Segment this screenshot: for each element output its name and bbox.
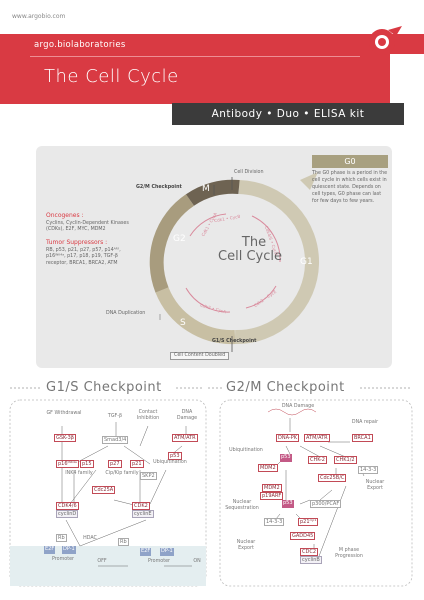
p19arf-node[interactable]: p19ARF xyxy=(262,493,282,499)
tgfb-label: TGF-β xyxy=(107,414,123,419)
mdm2-node-a[interactable]: MDM2 xyxy=(260,465,276,471)
skp2-node[interactable]: SKP2 xyxy=(142,473,155,479)
1433-node-b[interactable]: 14-3-3 xyxy=(266,519,283,525)
oncogenes-text: Cyclins, Cyclin-Dependent Kinases (CDKs), E2F, MYC, MDM2 xyxy=(46,221,129,233)
p15-node[interactable]: p15 xyxy=(82,461,92,467)
off-label: OFF xyxy=(97,559,107,564)
dna-duplication-label: DNA Duplication xyxy=(106,311,146,316)
gadd45-node[interactable]: GADD45 xyxy=(292,533,314,539)
smad-node[interactable]: Smad3/4 xyxy=(104,437,127,443)
cycle-title-line1: The xyxy=(241,235,267,250)
chk2-node[interactable]: CHK-2 xyxy=(310,457,325,463)
suppressors-text: RB, p53, p21, p27, p57, p14ᴬᴿᶠ, p16ᴵᴺᴷ⁴ᵃ, p17, p18, p19, TGF-β receptor, BRCA1, BRCA2, ATM xyxy=(46,247,121,266)
oncogenes-title: Oncogenes : xyxy=(46,212,84,219)
g0-description: The G0 phase is a period in the cell cycle in which cells exist in quiescent state. Depends on cell types, G0 phase can last for few days to few years. xyxy=(312,171,388,204)
p21-node-g2m[interactable]: p21ᶜⁱᵖ¹ xyxy=(300,519,317,525)
oncogenes-block xyxy=(46,212,134,267)
cycline-node[interactable]: cyclinE xyxy=(134,511,152,517)
cipkip-family-label: Cip/Kip family xyxy=(105,471,139,476)
product-subtitle: Antibody • Duo • ELISA kit xyxy=(172,103,404,125)
arc-label-cdk1-cycb: Cdk1 • CycB xyxy=(213,213,241,224)
cdc2-node[interactable]: CDC2 xyxy=(302,549,317,555)
dp1-node-on[interactable]: DP-1 xyxy=(161,548,173,554)
cell-content-doubled-label: Cell Content Doubled xyxy=(170,352,229,360)
arc-label-cdk2-cyca: Cdk2 • CycA xyxy=(199,302,227,315)
nuclear-sequestration-label: Nuclear Sequestration xyxy=(225,500,259,512)
website-url[interactable]: www.argobio.com xyxy=(12,13,66,20)
atmatr-node-g2m[interactable]: ATM/ATR xyxy=(306,435,328,441)
cyclind-node[interactable]: cyclinD xyxy=(58,511,77,517)
dnapk-node[interactable]: DNA-PK xyxy=(278,435,297,441)
ink4-family-label: INK4 family xyxy=(65,471,93,476)
p53-node-g2m-b[interactable]: p53 xyxy=(283,500,293,506)
1433-node-a[interactable]: 14-3-3 xyxy=(360,467,377,473)
p53-node-g1s[interactable]: p53 xyxy=(170,453,180,459)
cyclinb-node[interactable]: cyclinB xyxy=(302,557,320,563)
gsk3b-node[interactable]: GSK-3β xyxy=(56,435,74,441)
on-label: ON xyxy=(193,559,201,564)
p53-node-g2m[interactable]: p53 xyxy=(281,454,291,460)
arc-label-cdk4-cycd: Cdk4/6 • CycD xyxy=(263,225,280,256)
nuclear-export-label-b: Nuclear Export xyxy=(236,540,256,552)
p27-node[interactable]: p27 xyxy=(110,461,120,467)
cdc25a-node[interactable]: Cdc25A xyxy=(94,487,114,493)
brca1-node[interactable]: BRCA1 xyxy=(354,435,371,441)
promoter-off-label: Promoter xyxy=(51,557,75,562)
g1s-section-title: G1/S Checkpoint xyxy=(46,380,162,395)
e2f-node-off[interactable]: E2F xyxy=(45,546,55,552)
rb-node-phospho[interactable]: Rb xyxy=(120,539,127,545)
phase-s-label: S xyxy=(180,318,186,328)
contact-inhibition-label: Contact Inhibition xyxy=(136,410,160,422)
g2m-section-title: G2/M Checkpoint xyxy=(226,380,345,395)
dp1-node-off[interactable]: DP-1 xyxy=(63,546,75,552)
m-phase-progression-label: M phase Progression xyxy=(335,548,363,560)
g1s-checkpoint-label: G1/S Checkpoint xyxy=(212,339,257,344)
gf-withdrawal-label: GF Withdrawal xyxy=(46,411,82,416)
p300pcaf-node[interactable]: p300/PCAF xyxy=(312,501,340,507)
dna-repair-label: DNA repair xyxy=(351,420,379,425)
dna-damage-label-g1s: DNA Damage xyxy=(176,410,198,422)
chk12-node[interactable]: CHK1/2 xyxy=(336,457,355,463)
mdm2-node-b[interactable]: MDM2 xyxy=(264,485,280,491)
p16-node[interactable]: p16ᴵᴺᴷ⁴ᵃ xyxy=(58,461,77,467)
cdc25bc-node[interactable]: Cdc25B/C xyxy=(320,475,345,481)
p21-node-g1s[interactable]: p21 xyxy=(132,461,142,467)
phase-g2-label: G2 xyxy=(173,234,186,244)
dna-damage-label-g2m: DNA Damage xyxy=(281,404,315,409)
cdk46-node[interactable]: CDK4/6 xyxy=(58,503,77,509)
phase-g1-label: G1 xyxy=(300,257,313,267)
cycle-title-line2: Cell Cycle xyxy=(218,248,282,264)
arc-label-cdk1-cyca: Cdk1 • CycA xyxy=(200,211,218,238)
hdac-label: HDAC xyxy=(83,536,97,541)
ubiquitination-label-g2m: Ubiquitination xyxy=(229,448,263,453)
ubiquitination-label-g1s: Ubiquitination xyxy=(153,460,187,465)
suppressors-title: Tumor Suppressors : xyxy=(46,238,108,246)
arc-label-cdk2-cyce: Cdk2 • CycE xyxy=(252,288,278,309)
brand-name: argo.biolaboratories xyxy=(34,40,126,50)
rb-node-off[interactable]: Rb xyxy=(58,535,65,541)
phase-m-label: M xyxy=(202,184,210,194)
cell-division-label: Cell Division xyxy=(234,170,264,175)
atmatr-node-g1s[interactable]: ATM/ATR xyxy=(174,435,196,441)
e2f-node-on[interactable]: E2F xyxy=(141,548,151,554)
nuclear-export-label-a: Nuclear Export xyxy=(365,480,385,492)
g2m-checkpoint-label: G2/M Checkpoint xyxy=(136,185,182,190)
g0-label: G0 xyxy=(312,155,388,168)
page-title: The Cell Cycle xyxy=(44,66,179,87)
pathway-diagrams xyxy=(0,396,424,600)
cdk2-node-g1s[interactable]: CDK2 xyxy=(134,503,148,509)
promoter-on-label: Promoter xyxy=(147,559,171,564)
